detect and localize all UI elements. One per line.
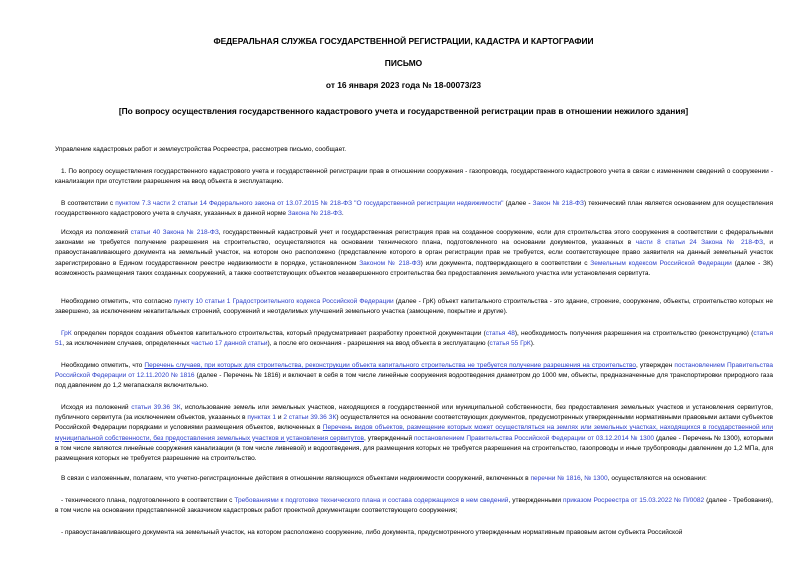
p8-text-1: В связи с изложенным, полагаем, что учетно-регистрационные действия в отношении являющихся объектами недвижимости сооружений, включенных в bbox=[61, 475, 531, 482]
p7-text-4: ) осуществляется на основании соответствующих документов, предусмотренных утвержденными нормативными правовыми актами субъектов Российской Федерации порядками и условиями размещения объектов, включенных в bbox=[55, 414, 774, 432]
paragraph-7 bbox=[55, 403, 773, 464]
paragraph-4 bbox=[55, 297, 773, 317]
link-law-218[interactable]: Закон № 218-ФЗ bbox=[532, 200, 584, 207]
link-items-1[interactable]: пунктах 1 bbox=[247, 414, 277, 422]
link-part17[interactable]: частью 17 данной статьи bbox=[191, 340, 268, 348]
p7-text-5: , утвержденный bbox=[364, 434, 414, 442]
p5-text-4: ), а после его окончания - разрешения на ввод объекта в эксплуатацию ( bbox=[267, 340, 490, 348]
agency-title: ФЕДЕРАЛЬНАЯ СЛУЖБА ГОСУДАРСТВЕННОЙ РЕГИСТРАЦИИ, КАДАСТРА И КАРТОГРАФИИ bbox=[213, 36, 594, 46]
paragraph-2 bbox=[55, 199, 773, 219]
link-list-cases[interactable]: Перечень случаев, при которых для строительства, реконструкции объекта капитального строительства не требуется получение разрешения на строительство bbox=[144, 362, 636, 369]
link-art40-law-218[interactable]: статьи 40 Закона № 218-ФЗ bbox=[130, 229, 219, 236]
link-art51[interactable]: статья 51 bbox=[55, 330, 773, 348]
p8-text-2: , bbox=[580, 475, 585, 482]
document-type: ПИСЬМО bbox=[384, 58, 423, 68]
intro-paragraph: Управление кадастровых работ и землеустройства Росреестра, рассмотрев письмо, сообщает. bbox=[55, 146, 347, 153]
paragraph-8 bbox=[55, 474, 773, 484]
p2-text-4: . bbox=[341, 210, 344, 218]
link-list-1816[interactable]: перечни № 1816 bbox=[530, 475, 581, 482]
p3-text-1: Исходя из положений bbox=[61, 229, 131, 236]
paragraph-3 bbox=[55, 228, 773, 279]
link-art39-36[interactable]: статьи 39.36 ЗК bbox=[131, 404, 181, 411]
p8-text-3: , осуществляются на основании: bbox=[607, 475, 707, 482]
paragraph-9 bbox=[55, 496, 773, 516]
paragraph-5 bbox=[55, 329, 773, 349]
link-art48[interactable]: статья 48 bbox=[485, 330, 515, 337]
p9-text-3: (далее - Требования), в том числе на основании представленной заказчиком кадастровых работ проектной документации соответствующего сооружения; bbox=[55, 497, 773, 515]
p7-text-6: (далее - Перечень № 1300), которыми в том числе являются линейные сооружения канализации (в том числе ливневой) и водоотведения, для размещения которых не требуется разрешения на строительство, газопроводы и иные трубопроводы давлением до 1,2 МПа, для размещения которых не требуется разрешение на строительство. bbox=[55, 434, 774, 463]
link-land-code[interactable]: Земельным кодексом Российской Федерации bbox=[590, 259, 732, 267]
paragraph-1: 1. По вопросу осуществления государственного кадастрового учета и государственной регистрации прав в отношении сооружения - газопровода, государственного кадастрового учета в связи с изменением сведений о сооружении - канализации при отсутствии разрешения на ввод объекта в эксплуатацию. bbox=[55, 168, 773, 186]
link-grk[interactable]: ГрК bbox=[61, 330, 72, 337]
p3-text-3: , и правоустанавливающего документа на земельный участок, на котором оно расположено (представление которого в орган регистрации прав не требуется, если соответствующее право заявителя на данный земельный участок зарегистрировано в Едином государственном реестре недвижимости в порядке, установленном bbox=[55, 239, 774, 267]
link-list-objects[interactable]: Перечень видов объектов, размещение которых может осуществляться на землях или земельных участках, находящихся в государственной или муниципальной собственности, без предоставления земельных участков и установления сервитутов bbox=[55, 424, 774, 442]
link-list-1300[interactable]: № 1300 bbox=[584, 475, 608, 482]
paragraph-10: - правоустанавливающего документа на земельный участок, на котором расположено сооружение, либо документа, предусмотренного утвержденным нормативным правовым актом субъекта Российской bbox=[61, 529, 683, 536]
p3-text-2: , государственный кадастровый учет и государственная регистрация прав на созданное сооружение, если для строительства этого сооружения в соответствии с федеральными законами не требуется получение разрешения на строительство, осуществляются на основании технического плана, подготовленного на основании документов, указанных в bbox=[55, 229, 773, 247]
p7-text-2: , использование земель или земельных участков, находящихся в государственной или муниципальной собственности, без предоставления земельных участков и установления сервитутов, публичного сервитута (за исключением объектов, указанных в bbox=[55, 404, 773, 422]
p2-text-3: ) технический план является основанием для осуществления государственного кадастрового учета в случаях, указанных в данной норме bbox=[55, 200, 773, 218]
link-art55-grk[interactable]: статья 55 ГрК bbox=[489, 340, 531, 348]
p2-text-1: В соответствии с bbox=[61, 200, 116, 207]
p9-text-1: - технического плана, подготовленного в соответствии с bbox=[61, 497, 235, 504]
p6-text-1: Необходимо отметить, что bbox=[61, 362, 145, 369]
p3-text-5: (далее - ЗК) возможность размещения таких созданных сооружений, а также соответствующих объектов незавершенного строительства без предоставления земельного участка или установления сервитута. bbox=[55, 259, 773, 277]
link-part8-art24[interactable]: части 8 статьи 24 Закона № 218-ФЗ bbox=[635, 239, 764, 247]
p6-text-3: (далее - Перечень № 1816) и включает в себя в том числе линейные сооружения водоотведения диаметром до 1000 мм, объекты, предназначенные для транспортировки природного газа под давлением до 1,2 мегапаскаля включительно. bbox=[55, 372, 773, 390]
link-law-218-b[interactable]: Закона № 218-ФЗ bbox=[287, 210, 342, 218]
link-items-2[interactable]: 2 статьи 39.36 ЗК bbox=[283, 414, 337, 422]
p4-text-1: Необходимо отметить, что согласно bbox=[61, 298, 174, 305]
p7-text-3: и bbox=[276, 414, 284, 422]
link-order-p0082[interactable]: приказом Росреестра от 15.03.2022 № П/0082 bbox=[563, 497, 705, 504]
p5-text-5: ). bbox=[530, 340, 535, 348]
p3-text-4: ) или документа, подтверждающего в соответствии с bbox=[420, 259, 591, 267]
link-law-218-art14[interactable]: пунктом 7.3 части 2 статьи 14 Федерального закона от 13.07.2015 № 218-ФЗ "О государственной регистрации недвижимости" bbox=[115, 200, 504, 207]
link-resolution-1300[interactable]: постановлением Правительства Российской Федерации от 03.12.2014 № 1300 bbox=[414, 434, 655, 442]
p4-text-2: (далее - ГрК) объект капитального строительства - это здание, строение, сооружение, объекты, строительство которых не завершено, за исключением некапитальных строений, сооружений и неотделимых улучшений земельного участка (замощение, покрытие и другие). bbox=[55, 298, 773, 316]
paragraph-6 bbox=[55, 361, 773, 392]
p7-text-1: Исходя из положений bbox=[61, 404, 132, 411]
link-law-218-c[interactable]: Законом № 218-ФЗ bbox=[359, 259, 421, 267]
p9-text-2: , утвержденными bbox=[508, 497, 564, 504]
p5-text-2: ), необходимость получения разрешения на строительство (реконструкцию) ( bbox=[514, 330, 754, 337]
link-grk-art1[interactable]: пункту 10 статьи 1 Градостроительного кодекса Российской Федерации bbox=[173, 298, 394, 305]
p5-text-3: , за исключением случаев, определенных bbox=[62, 340, 192, 348]
document-subject: [По вопросу осуществления государственного кадастрового учета и государственной регистрации прав в отношении нежилого здания] bbox=[118, 106, 689, 116]
link-resolution-1816[interactable]: постановлением Правительства Российской Федерации от 12.11.2020 № 1816 bbox=[55, 362, 773, 380]
link-requirements[interactable]: Требованиями к подготовке технического плана и состава содержащихся в нем сведений bbox=[234, 497, 509, 504]
document-date-number: от 16 января 2023 года № 18-00073/23 bbox=[325, 80, 482, 90]
p6-text-2: , утвержден bbox=[636, 362, 675, 369]
p5-text-1: определен порядок создания объектов капитального строительства, который предусматривает разработку проектной документации ( bbox=[71, 330, 486, 337]
p2-text-2: (далее - bbox=[503, 200, 533, 207]
